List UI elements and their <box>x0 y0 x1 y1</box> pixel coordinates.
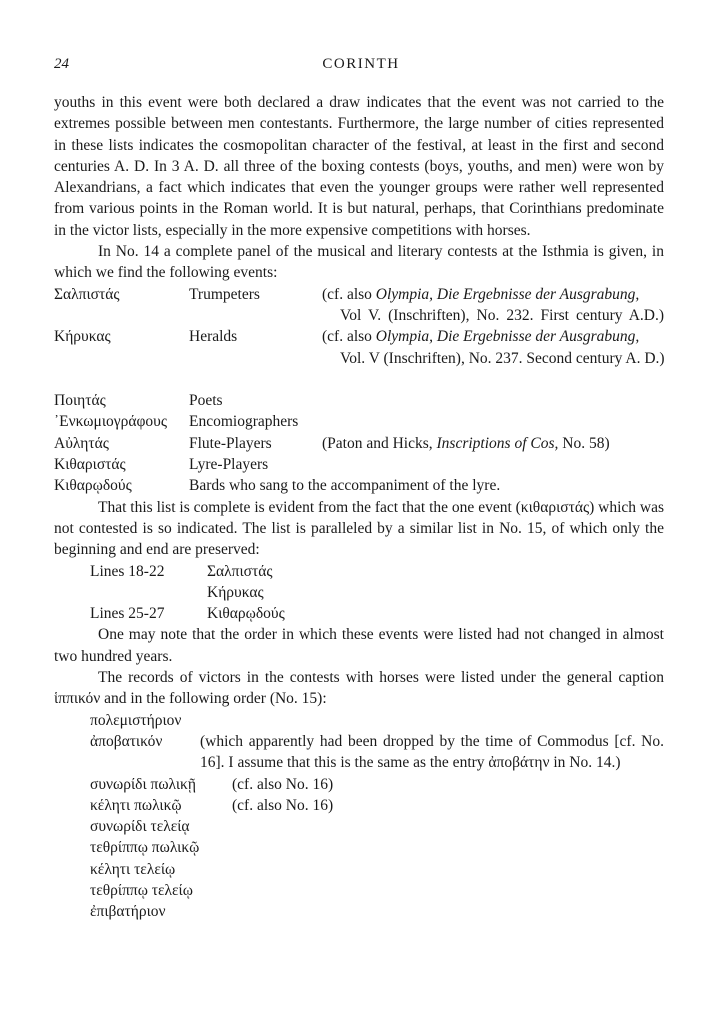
horse-event: κέλητι τελείῳ <box>90 860 176 878</box>
event-greek: Κιθαρῳδούς <box>54 477 132 495</box>
page-body <box>54 92 664 923</box>
page-number: 24 <box>54 56 69 72</box>
paragraph-3: That this list is complete is evident from the fact that the one event (κιθαριστάς) which was not contested is so indicated. The list is paralleled by a similar list in No. 15, of which only the beginning and end are preserved: <box>54 498 664 559</box>
event-english: Flute-Players <box>189 434 272 452</box>
horse-event: τεθρίππῳ πωλικῷ <box>90 839 200 857</box>
events-list <box>54 284 664 497</box>
event-reference: (Paton and Hicks, Inscriptions of Cos, No. 58) <box>322 434 610 452</box>
lines-greek: Κήρυκας <box>207 583 264 601</box>
lines-greek: Κιθαρῳδούς <box>207 605 285 623</box>
event-row <box>54 390 664 411</box>
event-row <box>54 433 664 454</box>
event-english: Trumpeters <box>189 285 260 303</box>
horse-event-with-note <box>54 795 664 816</box>
paragraph-2: In No. 14 a complete panel of the musical and literary contests at the Isthmia is given, in which we find the following events: <box>54 243 664 282</box>
horse-events-list <box>54 710 664 923</box>
horse-event: συνωρίδι τελείᾳ <box>90 818 190 836</box>
lines-row <box>54 603 664 624</box>
lines-list <box>54 561 664 625</box>
event-reference: (cf. also Olympia, Die Ergebnisse der Ausgrabung, Vol. V (Inschriften), No. 237. Second century A. D.) <box>322 328 665 367</box>
paragraph-1: youths in this event were both declared a draw indicates that the event was not carried to the extremes possible between men contestants. Furthermore, the large number of cities represented in these lists indicates the cosmopolitan character of the festival, at least in the first and second centuries A. D. In 3 A. D. all three of the boxing contests (boys, youths, and men) were won by Alexandrians, a fact which indicates that even the younger groups were rather well represented from various points in the Roman world. It is but natural, perhaps, that Corinthians predominate in the victor lists, especially in the more expensive competitions with horses. <box>54 94 664 239</box>
horse-event-with-note <box>54 774 664 795</box>
event-row <box>54 326 664 369</box>
paragraph-4: One may note that the order in which these events were listed had not changed in almost two hundred years. <box>54 626 664 665</box>
lines-row <box>54 582 664 603</box>
event-reference: (cf. also Olympia, Die Ergebnisse der Ausgrabung, Vol V. (Inschriften), No. 232. First century A.D.) <box>322 285 664 324</box>
horse-event-with-note <box>54 731 664 774</box>
lines-greek: Σαλπιστάς <box>207 562 273 580</box>
event-row <box>54 411 664 432</box>
horse-event-greek: ἀποβατικόν <box>90 732 163 750</box>
horse-event: ἐπιβατήριον <box>90 903 166 921</box>
event-english: Bards who sang to the accompaniment of the lyre. <box>189 477 501 495</box>
event-row <box>54 454 664 475</box>
running-title: CORINTH <box>322 56 400 72</box>
lines-label <box>90 582 207 603</box>
paragraph-5: The records of victors in the contests with horses were listed under the general caption ἱππικόν and in the following order (No. 15): <box>54 669 664 708</box>
horse-event-note: (cf. also No. 16) <box>232 775 334 793</box>
spacer <box>54 369 664 390</box>
event-english: Encomiographers <box>189 413 299 431</box>
horse-event-greek: κέλητι πωλικῷ <box>90 796 182 814</box>
event-greek: Σαλπιστάς <box>54 285 120 303</box>
lines-row <box>54 561 664 582</box>
event-greek: Κιθαριστάς <box>54 456 126 474</box>
horse-event-note: (cf. also No. 16) <box>232 796 334 814</box>
event-greek: Αὐλητάς <box>54 434 109 452</box>
horse-event: πολεμιστήριον <box>90 711 182 729</box>
event-english: Heralds <box>189 328 238 346</box>
event-row <box>54 284 664 327</box>
lines-label: Lines 25-27 <box>90 605 165 623</box>
horse-event-note: (which apparently had been dropped by the time of Commodus [cf. No. 16]. I assume that this is the same as the entry ἀποβάτην in No. 14.) <box>200 732 664 772</box>
event-english: Lyre-Players <box>189 456 269 474</box>
event-greek: Κήρυκας <box>54 328 111 346</box>
event-row <box>54 475 664 496</box>
event-greek: Ποιητάς <box>54 392 106 410</box>
horse-event: τεθρίππῳ τελείῳ <box>90 881 193 899</box>
lines-label: Lines 18-22 <box>90 562 165 580</box>
event-english: Poets <box>189 392 223 410</box>
running-header <box>0 56 722 78</box>
event-greek: ᾿Ενκωμιογράφους <box>54 413 167 431</box>
horse-event-greek: συνωρίδι πωλικῇ <box>90 775 196 793</box>
